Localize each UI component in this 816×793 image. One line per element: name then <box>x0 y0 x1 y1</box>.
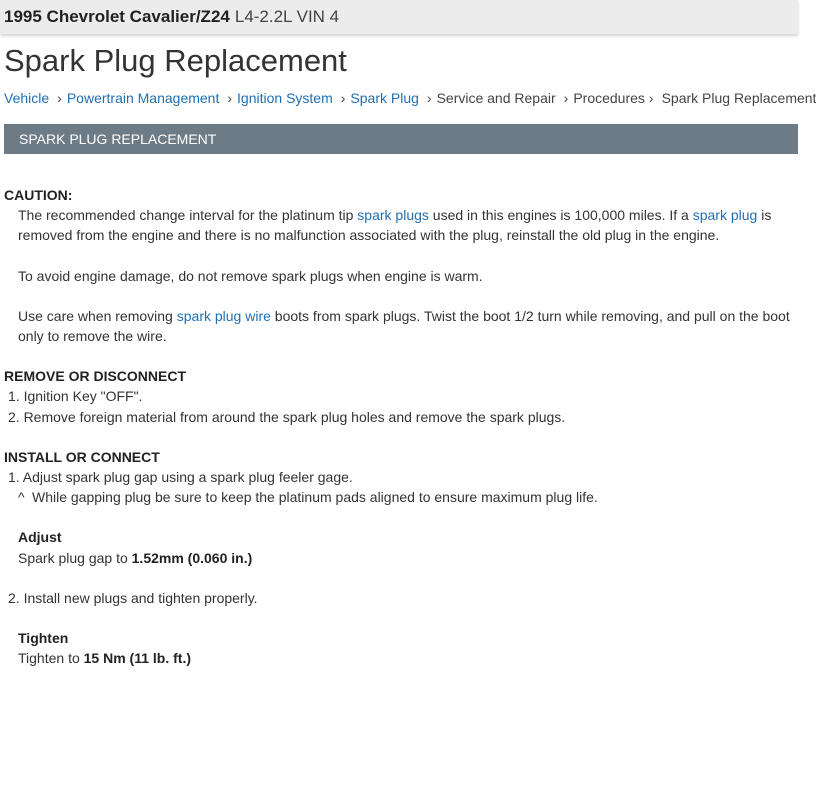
chevron-right-icon: › <box>340 90 346 106</box>
caution-paragraph-wire-boots <box>4 306 790 346</box>
section-header <box>4 124 798 154</box>
tighten-heading: Tighten <box>18 630 69 647</box>
adjust-heading: Adjust <box>18 529 62 546</box>
remove-heading: REMOVE OR DISCONNECT <box>4 368 187 385</box>
tighten-value: 15 Nm (11 lb. ft.) <box>83 650 191 667</box>
caution-paragraph-interval <box>4 205 790 245</box>
adjust-value: 1.52mm (0.060 in.) <box>131 549 253 566</box>
vehicle-name: 1995 Chevrolet Cavalier/Z24 <box>4 7 230 26</box>
engine-spec: L4-2.2L VIN 4 <box>234 7 340 26</box>
section-title: SPARK PLUG REPLACEMENT <box>19 131 217 147</box>
breadcrumb-procedures: Procedures <box>573 90 645 106</box>
breadcrumb-service-and-repair: Service and Repair <box>436 90 556 106</box>
install-note-text: While gapping plug be sure to keep the platinum pads aligned to ensure maximum plug life. <box>32 489 598 506</box>
adjust-label: Spark plug gap to <box>18 549 132 566</box>
install-step-1: 1. Adjust spark plug gap using a spark plug feeler gage. <box>8 469 353 486</box>
chevron-right-icon: › <box>57 90 62 106</box>
breadcrumb-current-page: Spark Plug Replacement <box>661 90 816 106</box>
breadcrumb-ignition-system[interactable]: Ignition System <box>237 90 333 106</box>
breadcrumb-vehicle[interactable]: Vehicle <box>4 90 50 106</box>
remove-step-1: 1. Ignition Key "OFF". <box>8 388 143 405</box>
chevron-right-icon: › <box>426 90 432 106</box>
caution-text: The recommended change interval for the platinum tip <box>18 207 358 224</box>
chevron-right-icon: › <box>648 90 654 106</box>
caution-heading: CAUTION: <box>4 187 73 203</box>
tighten-label: Tighten to <box>18 650 84 667</box>
spark-plug-wire-link[interactable]: spark plug wire <box>176 307 271 324</box>
chevron-right-icon: › <box>563 90 569 106</box>
caution-paragraph-warm-engine: To avoid engine damage, do not remove spark plugs when engine is warm. <box>18 267 483 284</box>
install-step-1-note <box>4 487 790 507</box>
breadcrumb-spark-plug[interactable]: Spark Plug <box>350 90 419 106</box>
spark-plug-link[interactable]: spark plug <box>692 207 758 224</box>
breadcrumb <box>4 90 816 106</box>
caret-icon: ^ <box>18 489 25 506</box>
caution-text: used in this engines is 100,000 miles. If a <box>428 207 693 224</box>
remove-step-2: 2. Remove foreign material from around the spark plug holes and remove the spark plugs. <box>8 408 566 425</box>
caution-text: Use care when removing <box>18 307 177 324</box>
adjust-spec <box>4 548 790 568</box>
breadcrumb-powertrain-management[interactable]: Powertrain Management <box>66 90 220 106</box>
spark-plugs-link[interactable]: spark plugs <box>357 207 429 224</box>
chevron-right-icon: › <box>227 90 233 106</box>
page-title: Spark Plug Replacement <box>4 43 347 78</box>
tighten-spec <box>4 648 790 668</box>
vehicle-header-bar <box>0 0 798 34</box>
caution-text: is removed from the engine and there is no malfunction associated with the plug, reinstall the old plug in the engine. <box>18 207 772 244</box>
caution-text: boots from spark plugs. Twist the boot 1/2 turn while removing, and pull on the boot only to remove the wire. <box>18 307 790 345</box>
install-heading: INSTALL OR CONNECT <box>4 448 160 465</box>
install-step-2: 2. Install new plugs and tighten properly. <box>8 589 258 606</box>
procedure-content <box>4 185 790 668</box>
